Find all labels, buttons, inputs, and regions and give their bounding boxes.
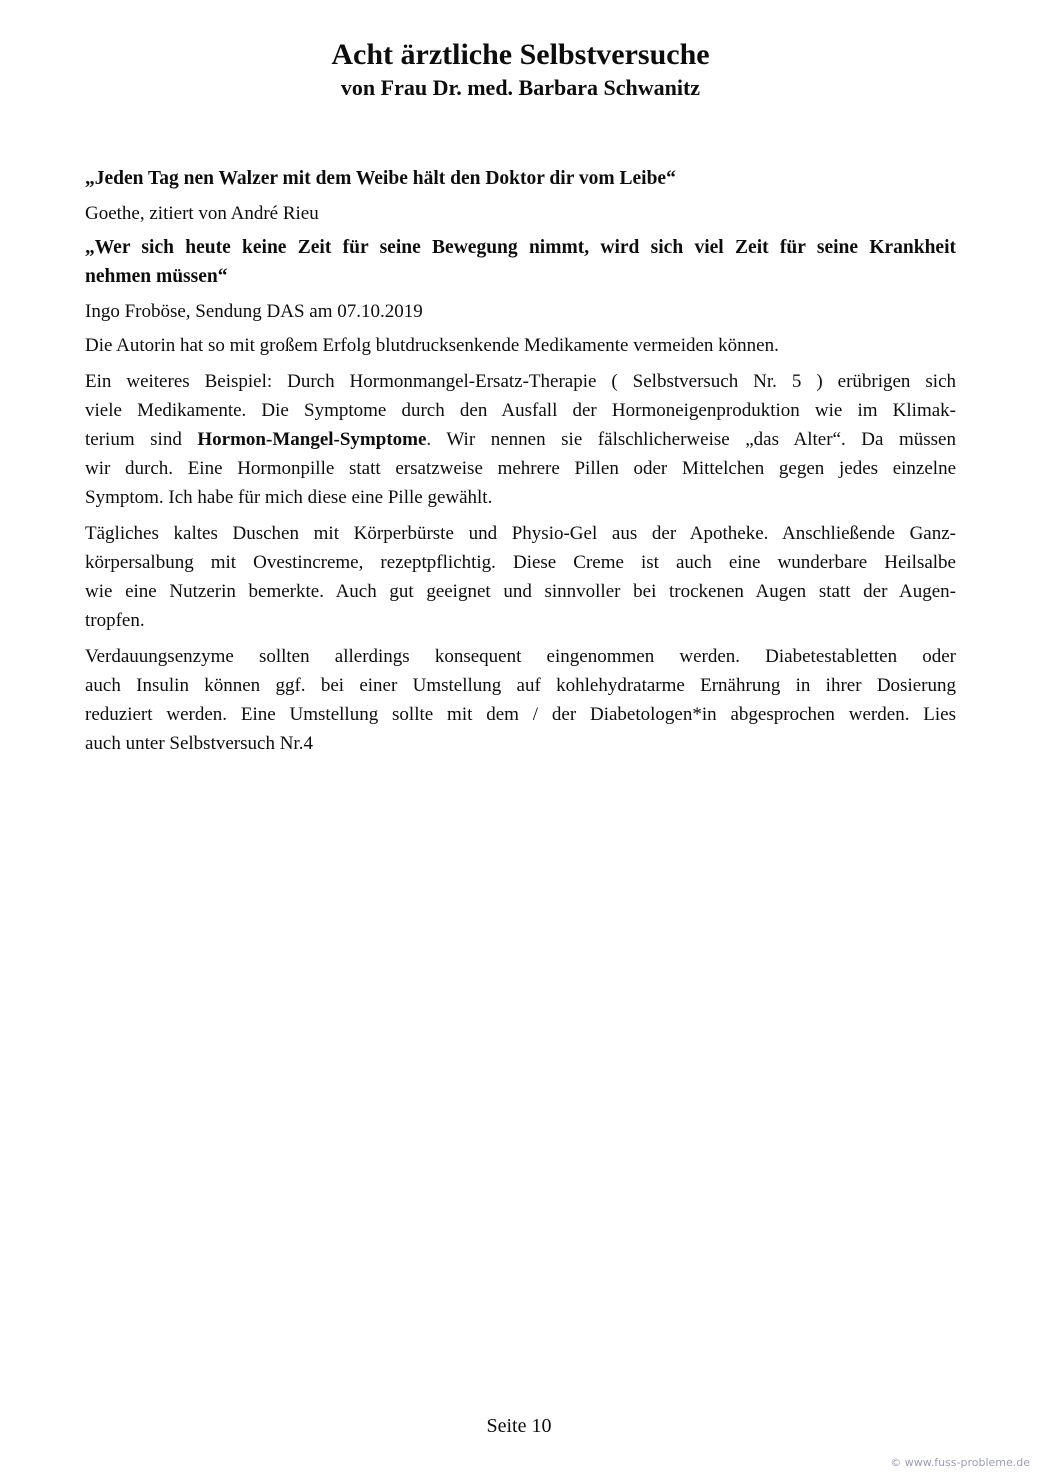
quote-2 (85, 233, 956, 291)
text-line (85, 262, 956, 291)
bold-text-segment: Hormon-Mangel-Symptome (197, 429, 427, 450)
text-line (85, 577, 956, 606)
paragraph-2 (85, 367, 956, 512)
text-segment: auch Insulin können ggf. bei einer Umstellung auf kohlehydratarme Ernährung in ihrer Dosierung (85, 675, 956, 696)
text-line (85, 606, 956, 635)
attribution-2 (85, 297, 956, 326)
bold-text-segment: „Wer sich heute keine Zeit für seine Bewegung nimmt, wird sich viel Zeit für seine Krankheit (85, 237, 956, 258)
text-line (85, 331, 956, 360)
text-line (85, 454, 956, 483)
text-line (85, 233, 956, 262)
copyright-watermark: © www.fuss-probleme.de (890, 1456, 1030, 1469)
paragraph-4 (85, 642, 956, 758)
attribution-1 (85, 199, 956, 228)
text-segment: Verdauungsenzyme sollten allerdings konsequent eingenommen werden. Diabetestabletten oder (85, 646, 956, 667)
document-title: Acht ärztliche Selbstversuche (331, 38, 710, 71)
text-segment: viele Medikamente. Die Symptome durch den Ausfall der Hormoneigenproduktion wie im Klimak- (85, 400, 956, 421)
text-line (85, 164, 956, 193)
paragraph-1 (85, 331, 956, 360)
text-line (85, 396, 956, 425)
text-segment: Die Autorin hat so mit großem Erfolg blutdrucksenkende Medikamente vermeiden können. (85, 335, 779, 356)
quote-1 (85, 164, 956, 193)
text-segment: Goethe, zitiert von André Rieu (85, 203, 319, 224)
text-line (85, 367, 956, 396)
text-segment: wir durch. Eine Hormonpille statt ersatzweise mehrere Pillen oder Mittelchen gegen jedes einzelne (85, 458, 956, 479)
text-segment: terium sind (85, 429, 198, 450)
page-number: Seite 10 (486, 1415, 552, 1437)
text-line (85, 700, 956, 729)
text-segment: Tägliches kaltes Duschen mit Körperbürste und Physio-Gel aus der Apotheke. Anschließende Ganz- (85, 523, 956, 544)
text-segment: Symptom. Ich habe für mich diese eine Pille gewählt. (85, 487, 493, 508)
text-line (85, 671, 956, 700)
document-content (85, 0, 956, 765)
text-segment: Ein weiteres Beispiel: Durch Hormonmangel-Ersatz-Therapie ( Selbstversuch Nr. 5 ) erübrigen sich (85, 371, 956, 392)
document-subtitle: von Frau Dr. med. Barbara Schwanitz (340, 75, 701, 100)
text-line (85, 425, 956, 454)
text-line (85, 297, 956, 326)
text-line (85, 642, 956, 671)
text-segment: Ingo Froböse, Sendung DAS am 07.10.2019 (85, 301, 423, 322)
text-line (85, 519, 956, 548)
text-segment: auch unter Selbstversuch Nr.4 (85, 733, 313, 754)
text-segment: wie eine Nutzerin bemerkte. Auch gut geeignet und sinnvoller bei trockenen Augen statt der Augen- (85, 581, 956, 602)
bold-text-segment: nehmen müssen“ (85, 266, 228, 287)
bold-text-segment: „Jeden Tag nen Walzer mit dem Weibe hält den Doktor dir vom Leibe“ (85, 168, 676, 189)
paragraph-3 (85, 519, 956, 635)
text-line (85, 548, 956, 577)
text-segment: reduziert werden. Eine Umstellung sollte mit dem / der Diabetologen*in abgesprochen werden. Lies (85, 704, 956, 725)
text-segment: körpersalbung mit Ovestincreme, rezeptpflichtig. Diese Creme ist auch eine wunderbare Heilsalbe (85, 552, 956, 573)
text-segment: . Wir nennen sie fälschlicherweise „das Alter“. Da müssen (426, 429, 956, 450)
text-line (85, 199, 956, 228)
document-body (85, 164, 956, 758)
text-line (85, 483, 956, 512)
text-segment: tropfen. (85, 610, 145, 631)
text-line (85, 729, 956, 758)
